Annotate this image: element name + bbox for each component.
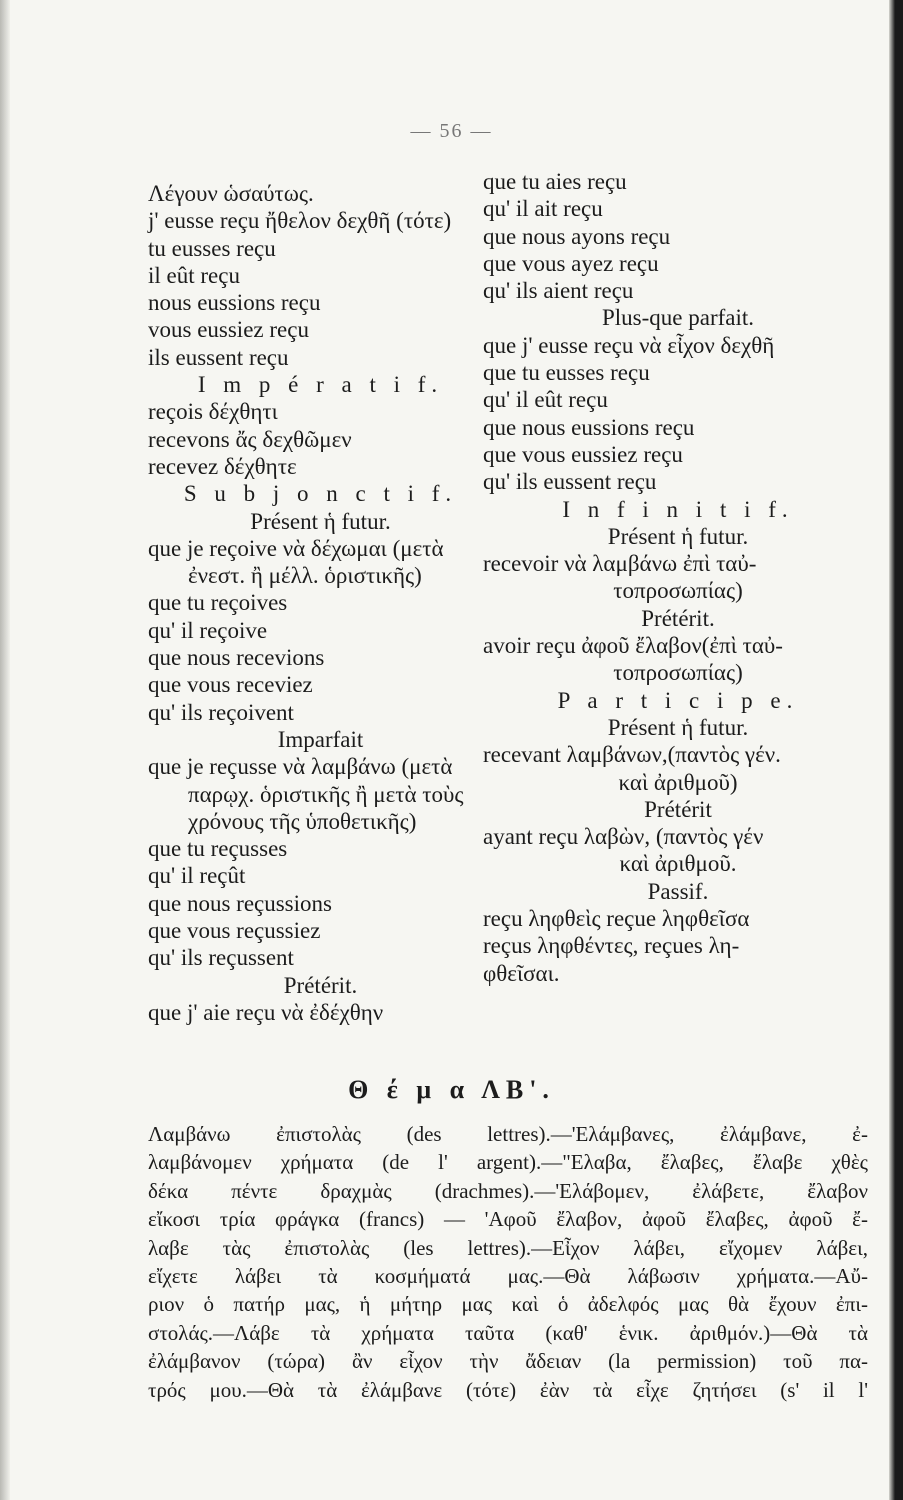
exercise-line: λαμβάνομεν χρήματα (de l' argent).—"Ελαβα, ἔλαβες, ἔλαβε χθὲς (148, 1150, 868, 1175)
left-line: παρῳχ. ὁριστικῆς ἢ μετὰ τοὺς (188, 781, 464, 807)
left-line: vous eussiez reçu (148, 317, 309, 343)
right-line: avoir reçu ἀφοῦ ἔλαβον(ἐπὶ ταὐ- (483, 633, 783, 659)
left-line: qu' ils reçussent (148, 945, 294, 971)
left-line: que nous recevions (148, 645, 325, 671)
right-line: P a r t i c i p e. (557, 687, 799, 713)
right-line: que j' eusse reçu νὰ εἶχον δεχθῆ (483, 332, 775, 358)
right-line: que nous eussions reçu (483, 414, 695, 440)
right-line: reçu ληφθεὶς reçue ληφθεῖσα (483, 906, 750, 932)
exercise-line: Λαμβάνω ἐπιστολὰς (des lettres).—'Ελάμβανες, ἐλάμβανε, ἐ- (148, 1122, 868, 1146)
right-line: τοπροσωπίας) (613, 578, 743, 604)
right-line: que vous ayez reçu (483, 250, 659, 276)
left-line: qu' il reçût (148, 863, 246, 889)
left-column (148, 180, 493, 1026)
left-line: S u b j o n c t i f. (183, 481, 458, 507)
page-number: — 56 — (410, 120, 493, 142)
left-line: qu' ils reçoivent (148, 699, 294, 725)
left-line: recevez δέχθητε (148, 453, 297, 479)
left-line: que je reçoive νὰ δέχωμαι (μετὰ (148, 535, 444, 561)
page-left-shadow (0, 0, 10, 1500)
right-line: reçus ληφθέντες, reçues λη- (483, 933, 740, 959)
exercise-line: εἴχετε λάβει τὰ κοσμήματά μας.—Θὰ λάβωσιν χρήματα.—Αὔ- (148, 1264, 868, 1289)
left-line: j' eusse reçu ἤθελον δεχθῆ (τότε) (148, 208, 452, 234)
left-line: ἐνεστ. ἢ μέλλ. ὁριστικῆς) (188, 563, 422, 589)
left-line: Imparfait (277, 726, 364, 752)
left-line: que vous reçussiez (148, 918, 321, 944)
right-line: Plus-que parfait. (601, 305, 754, 331)
left-line: tu eusses reçu (148, 235, 276, 261)
left-line: Présent ἡ futur. (250, 508, 391, 534)
left-line: qu' il reçoive (148, 617, 268, 643)
right-line: καὶ ἀριθμοῦ) (618, 769, 738, 795)
right-line: Passif. (647, 878, 709, 904)
right-line: Prétérit. (641, 605, 715, 631)
exercise-line: ριον ὁ πατήρ μας, ἡ μήτηρ μας καὶ ὁ ἀδελφός μας θὰ ἔχουν ἐπι- (148, 1292, 868, 1317)
right-line: Présent ἡ futur. (607, 714, 749, 740)
right-line: recevoir νὰ λαμβάνω ἐπὶ ταὐ- (483, 551, 757, 577)
left-line: que je reçusse νὰ λαμβάνω (μετὰ (148, 754, 453, 780)
left-line: que tu reçusses (148, 836, 288, 862)
exercise-paragraph (148, 1120, 868, 1404)
page-right-edge (889, 0, 903, 1500)
right-line: recevant λαμβάνων,(παντὸς γέν. (483, 742, 781, 768)
left-line: reçois δέχθητι (148, 399, 278, 425)
left-line: recevons ἄς δεχθῶμεν (148, 426, 352, 452)
left-line: que tu reçoives (148, 590, 288, 616)
exercise-line: δέκα πέντε δραχμὰς (drachmes).—'Ελάβομεν, ἐλάβετε, ἔλαβον (148, 1178, 868, 1203)
right-line: que tu aies reçu (483, 169, 627, 194)
exercise-line: λαβε τὰς ἐπιστολὰς (les lettres).—Εἶχον λάβει, εἴχομεν λάβει, (148, 1235, 868, 1260)
right-line: φθεῖσαι. (483, 960, 560, 986)
left-line: il eût reçu (148, 262, 240, 288)
right-line: τοπροσωπίας) (613, 660, 743, 686)
left-line: que j' aie reçu νὰ ἐδέχθην (148, 999, 384, 1025)
exercise-line: εἴκοσι τρία φράγκα (francs) — 'Αφοῦ ἔλαβον, ἀφοῦ ἔλαβες, ἀφοῦ ἔ- (148, 1207, 868, 1232)
theme-title: Θ έ μ α ΛΒ'. (348, 1075, 555, 1104)
right-line: Prétérit (644, 796, 712, 822)
left-line: Λέγουν ὡσαύτως. (148, 181, 314, 206)
right-column (483, 168, 873, 987)
right-line: qu' il ait reçu (483, 196, 603, 222)
right-line: ayant reçu λαβὼν, (παντὸς γέν (483, 824, 764, 850)
right-line: Présent ἡ futur. (607, 523, 749, 549)
left-line: I m p é r a t i f. (197, 372, 444, 398)
right-line: I n f i n i t i f. (562, 496, 794, 522)
right-line: que vous eussiez reçu (483, 441, 683, 467)
left-line: nous eussions reçu (148, 290, 321, 316)
left-line: χρόνους τῆς ὑποθετικῆς) (188, 808, 417, 834)
right-line: qu' ils eussent reçu (483, 469, 657, 495)
right-line: que nous ayons reçu (483, 223, 671, 249)
right-line: qu' ils aient reçu (483, 278, 634, 304)
left-line: ils eussent reçu (148, 344, 289, 370)
right-line: καὶ ἀριθμοῦ. (619, 851, 737, 877)
left-line: Prétérit. (283, 972, 358, 998)
left-line: que nous reçussions (148, 890, 332, 916)
exercise-line: στολάς.—Λάβε τὰ χρήματα ταῦτα (καθ' ἑνικ. ἀριθμόν.)—Θὰ τὰ (148, 1320, 868, 1345)
left-line: que vous receviez (148, 672, 313, 698)
right-line: qu' il eût reçu (483, 387, 608, 413)
right-line: que tu eusses reçu (483, 360, 650, 386)
exercise-line: τρός μου.—Θὰ τὰ ἐλάμβανε (τότε) ἐὰν τὰ εἶχε ζητήσει (s' il l' (148, 1377, 868, 1402)
exercise-line: ἐλάμβανον (τώρα) ἂν εἶχον τὴν ἄδειαν (la permission) τοῦ πα- (148, 1349, 868, 1374)
